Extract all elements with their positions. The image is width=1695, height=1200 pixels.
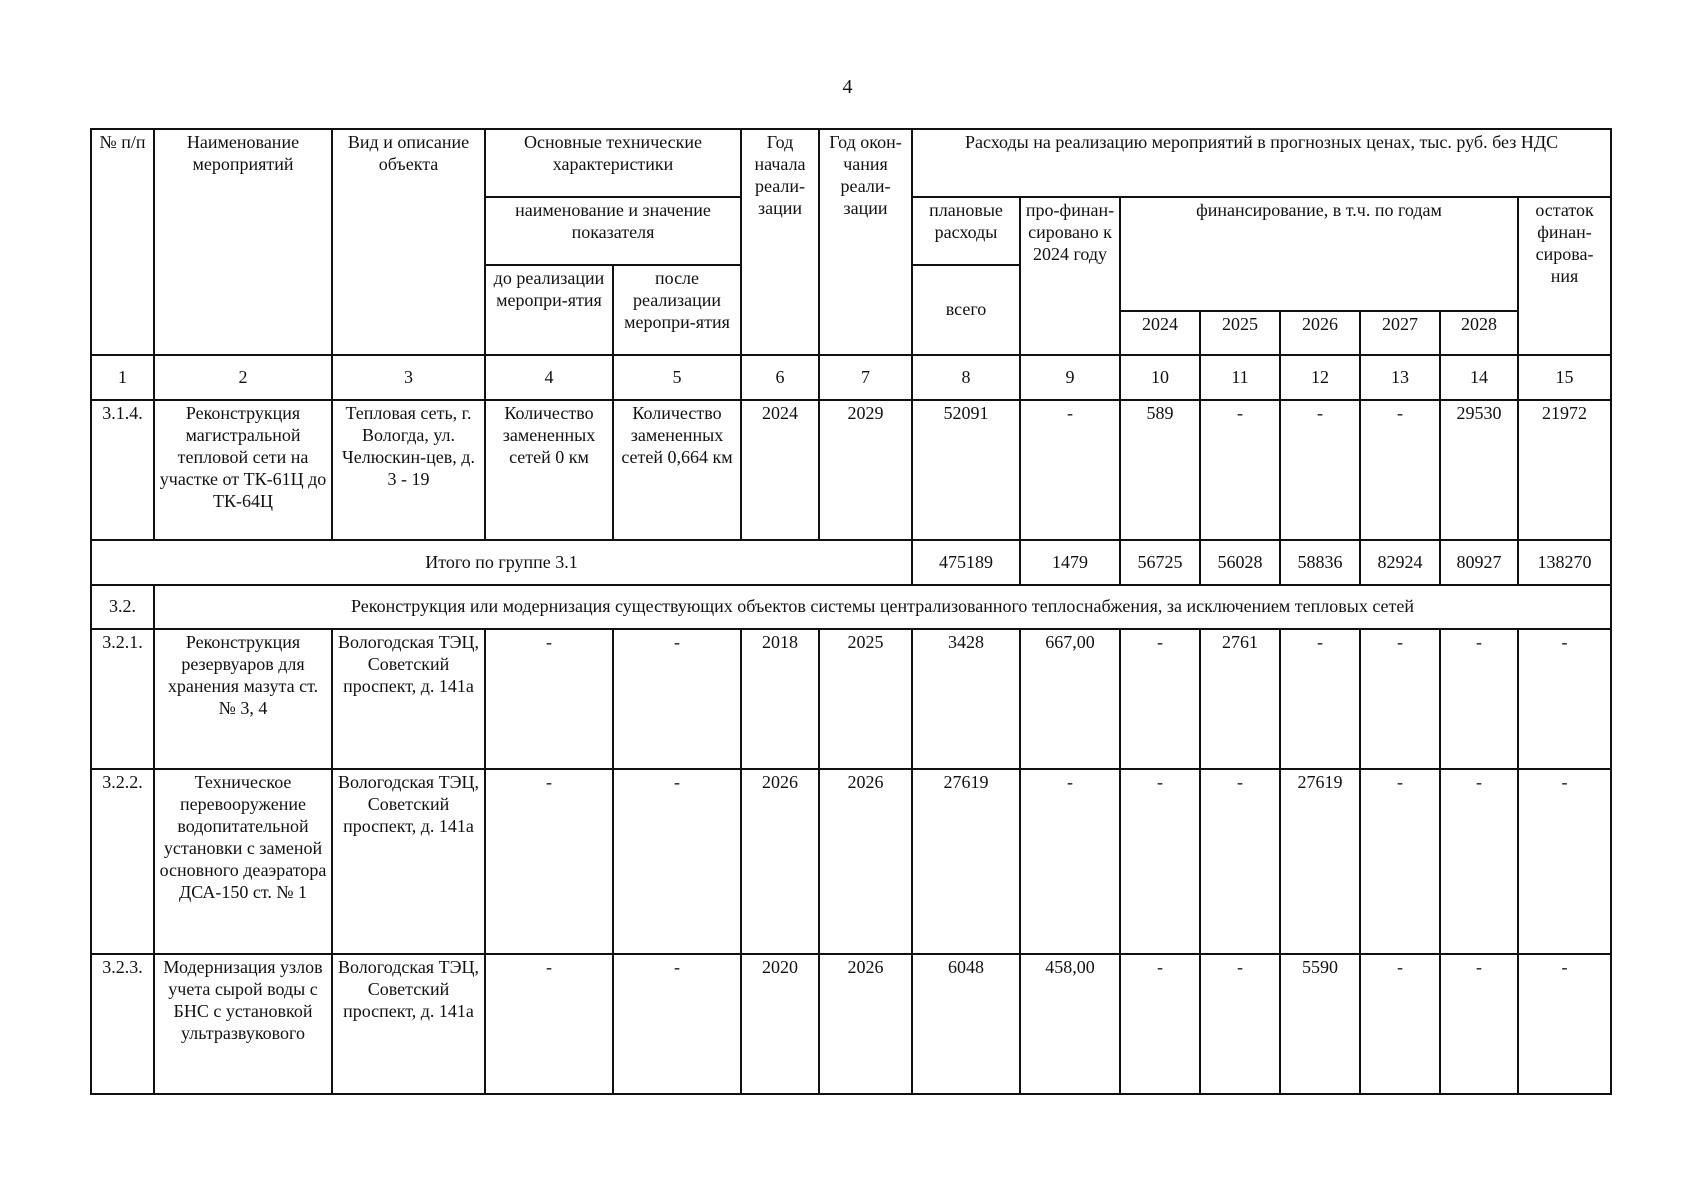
planned-total: 6048 (912, 954, 1020, 1094)
column-number: 14 (1440, 355, 1518, 400)
group-number: 3.2. (91, 585, 154, 629)
header-after: после реализации меропри-ятия (613, 265, 741, 355)
header-object: Вид и описание объекта (332, 129, 485, 355)
measure-name: Техническое перевооружение водопитательной установки с заменой основного деаэратора ДСА-150 ст. № 1 (154, 769, 332, 954)
start-year: 2026 (741, 769, 819, 954)
measure-name: Реконструкция магистральной тепловой сети на участке от ТК-61Ц до ТК-64Ц (154, 400, 332, 540)
financing-2028: - (1440, 954, 1518, 1094)
column-number: 2 (154, 355, 332, 400)
header-planned: плановые расходы (912, 197, 1020, 265)
value-before: - (485, 769, 613, 954)
financing-2024: - (1120, 629, 1200, 769)
header-before: до реализации меропри-ятия (485, 265, 613, 355)
row-number: 3.2.1. (91, 629, 154, 769)
financing-2024: 56725 (1120, 540, 1200, 585)
header-year-2025: 2025 (1200, 311, 1280, 355)
measure-name: Реконструкция резервуаров для хранения мазута ст. № 3, 4 (154, 629, 332, 769)
financing-2026: - (1280, 400, 1360, 540)
value-after: - (613, 769, 741, 954)
table-row (91, 629, 1611, 769)
start-year: 2020 (741, 954, 819, 1094)
start-year: 2018 (741, 629, 819, 769)
object-description: Вологодская ТЭЦ, Советский проспект, д. 141а (332, 954, 485, 1094)
financing-2025: - (1200, 769, 1280, 954)
column-number: 6 (741, 355, 819, 400)
page-number: 4 (842, 76, 853, 98)
financed-before-2024: 458,00 (1020, 954, 1120, 1094)
header-financing: финансирование, в т.ч. по годам (1120, 197, 1518, 311)
header-end-year: Год окон-чания реали-зации (819, 129, 912, 355)
end-year: 2026 (819, 769, 912, 954)
column-number: 15 (1518, 355, 1611, 400)
header-year-2024: 2024 (1120, 311, 1200, 355)
planned-total: 475189 (912, 540, 1020, 585)
group-title: Реконструкция или модернизация существующих объектов системы централизованного теплоснабжения, за исключением тепловых сетей (154, 585, 1611, 629)
financing-2025: 56028 (1200, 540, 1280, 585)
remaining-financing: 138270 (1518, 540, 1611, 585)
financed-before-2024: 1479 (1020, 540, 1120, 585)
financing-2027: 82924 (1360, 540, 1440, 585)
financing-2027: - (1360, 954, 1440, 1094)
row-number: 3.1.4. (91, 400, 154, 540)
column-number-row (91, 355, 1611, 400)
remaining-financing: - (1518, 629, 1611, 769)
value-before: Количество замененных сетей 0 км (485, 400, 613, 540)
header-no: № п/п (91, 129, 154, 355)
object-description: Вологодская ТЭЦ, Советский проспект, д. 141а (332, 629, 485, 769)
object-description: Вологодская ТЭЦ, Советский проспект, д. 141а (332, 769, 485, 954)
financing-2026: 27619 (1280, 769, 1360, 954)
measure-name: Модернизация узлов учета сырой воды с БНС с установкой ультразвукового (154, 954, 332, 1094)
financing-2027: - (1360, 400, 1440, 540)
remaining-financing: - (1518, 954, 1611, 1094)
header-costs: Расходы на реализацию мероприятий в прогнозных ценах, тыс. руб. без НДС (912, 129, 1611, 197)
financing-2024: 589 (1120, 400, 1200, 540)
value-after: - (613, 954, 741, 1094)
header-financed: про-финан-сировано к 2024 году (1020, 197, 1120, 355)
row-number: 3.2.2. (91, 769, 154, 954)
value-before: - (485, 954, 613, 1094)
remaining-financing: 21972 (1518, 400, 1611, 540)
column-number: 10 (1120, 355, 1200, 400)
header-indicator: наименование и значение показателя (485, 197, 741, 265)
financing-2026: 58836 (1280, 540, 1360, 585)
financing-2026: - (1280, 629, 1360, 769)
financing-2027: - (1360, 769, 1440, 954)
end-year: 2029 (819, 400, 912, 540)
header-remaining: остаток финан-сирова-ния (1518, 197, 1611, 355)
end-year: 2025 (819, 629, 912, 769)
financed-before-2024: - (1020, 400, 1120, 540)
financing-2025: - (1200, 400, 1280, 540)
column-number: 8 (912, 355, 1020, 400)
table-row (91, 769, 1611, 954)
planned-total: 27619 (912, 769, 1020, 954)
value-before: - (485, 629, 613, 769)
financing-2027: - (1360, 629, 1440, 769)
subtotal-label: Итого по группе 3.1 (91, 540, 912, 585)
financed-before-2024: 667,00 (1020, 629, 1120, 769)
financing-2028: 80927 (1440, 540, 1518, 585)
financing-2026: 5590 (1280, 954, 1360, 1094)
financing-2025: 2761 (1200, 629, 1280, 769)
financing-2024: - (1120, 769, 1200, 954)
header-tech: Основные технические характеристики (485, 129, 741, 197)
column-number: 7 (819, 355, 912, 400)
value-after: Количество замененных сетей 0,664 км (613, 400, 741, 540)
column-number: 13 (1360, 355, 1440, 400)
header-total: всего (912, 265, 1020, 355)
row-number: 3.2.3. (91, 954, 154, 1094)
column-number: 9 (1020, 355, 1120, 400)
header-year-2027: 2027 (1360, 311, 1440, 355)
subtotal-row (91, 540, 1611, 585)
financing-2024: - (1120, 954, 1200, 1094)
column-number: 1 (91, 355, 154, 400)
header-name: Наименование мероприятий (154, 129, 332, 355)
column-number: 11 (1200, 355, 1280, 400)
object-description: Тепловая сеть, г. Вологда, ул. Челюскин-цев, д. 3 - 19 (332, 400, 485, 540)
end-year: 2026 (819, 954, 912, 1094)
planned-total: 3428 (912, 629, 1020, 769)
start-year: 2024 (741, 400, 819, 540)
header-year-2026: 2026 (1280, 311, 1360, 355)
group-header-row (91, 585, 1611, 629)
financing-2028: - (1440, 769, 1518, 954)
value-after: - (613, 629, 741, 769)
header-year-2028: 2028 (1440, 311, 1518, 355)
column-number: 12 (1280, 355, 1360, 400)
planned-total: 52091 (912, 400, 1020, 540)
column-number: 5 (613, 355, 741, 400)
financed-before-2024: - (1020, 769, 1120, 954)
header-row (91, 129, 1611, 197)
financing-2028: - (1440, 629, 1518, 769)
financing-2025: - (1200, 954, 1280, 1094)
remaining-financing: - (1518, 769, 1611, 954)
measures-table (90, 128, 1612, 1095)
header-start-year: Год начала реали-зации (741, 129, 819, 355)
column-number: 4 (485, 355, 613, 400)
column-number: 3 (332, 355, 485, 400)
table-row (91, 400, 1611, 540)
table-row (91, 954, 1611, 1094)
financing-2028: 29530 (1440, 400, 1518, 540)
